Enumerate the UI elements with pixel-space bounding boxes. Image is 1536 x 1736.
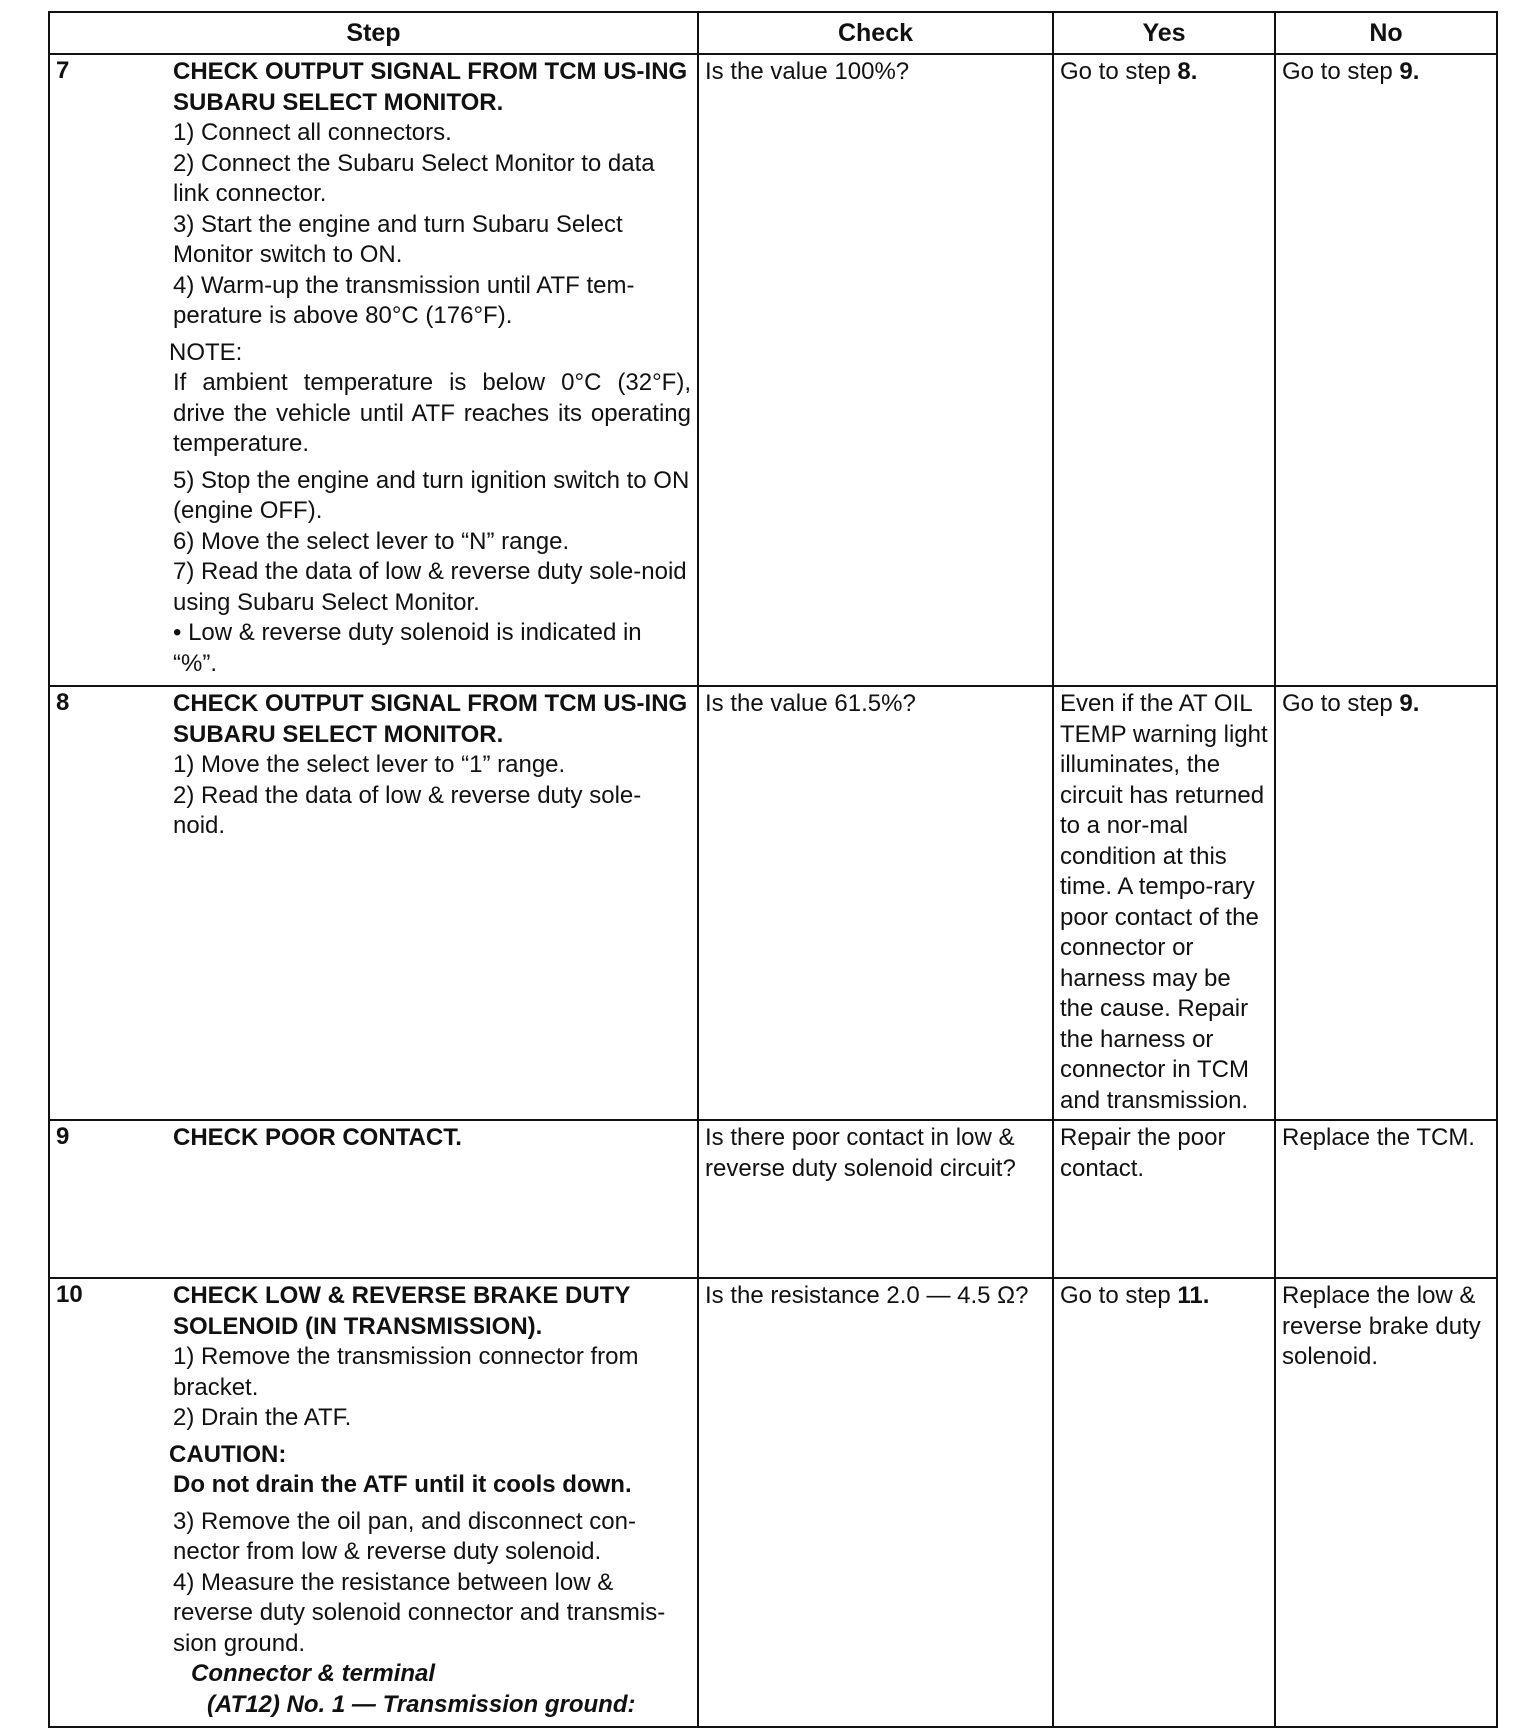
no-step-ref: 9. xyxy=(1399,690,1420,717)
no-text: Replace the low & reverse brake duty solenoid. xyxy=(1282,1282,1481,1370)
table-row xyxy=(49,1278,1497,1727)
no-cell xyxy=(1275,54,1497,686)
yes-cell xyxy=(1053,1120,1275,1278)
step-cell xyxy=(49,1278,698,1727)
step-title: CHECK OUTPUT SIGNAL FROM TCM US-ING SUBARU SELECT MONITOR. xyxy=(173,58,688,116)
step-line: 6) Move the select lever to “N” range. xyxy=(173,527,570,555)
step-line: 3) Remove the oil pan, and disconnect con-nector from low & reverse duty solenoid. xyxy=(173,1507,636,1565)
header-check: Check xyxy=(698,12,1053,54)
spec-label: Connector & terminal xyxy=(191,1660,436,1687)
step-line: 4) Warm-up the transmission until ATF tem-perature is above 80°C (176°F). xyxy=(173,271,635,329)
step-line: 2) Read the data of low & reverse duty sole-noid. xyxy=(173,781,642,839)
step-cell xyxy=(49,686,698,1120)
no-step-ref: 9. xyxy=(1399,58,1420,85)
step-cell xyxy=(49,1120,698,1278)
yes-text: Repair the poor contact. xyxy=(1060,1124,1226,1182)
diagnostic-table xyxy=(48,11,1498,1728)
step-line: 1) Move the select lever to “1” range. xyxy=(173,751,566,778)
check-cell xyxy=(698,686,1053,1120)
yes-step-ref: 11. xyxy=(1177,1282,1210,1309)
caution-label: CAUTION: xyxy=(169,1440,287,1468)
step-number: 7 xyxy=(56,57,70,84)
step-line: 7) Read the data of low & reverse duty sole-noid using Subaru Select Monitor. xyxy=(173,558,687,616)
no-cell xyxy=(1275,1278,1497,1727)
check-text: Is the value 61.5%? xyxy=(705,690,916,717)
step-number: 10 xyxy=(56,1281,83,1308)
yes-cell xyxy=(1053,686,1275,1120)
step-line: 5) Stop the engine and turn ignition switch to ON (engine OFF). xyxy=(173,466,690,524)
caution-text: Do not drain the ATF until it cools down. xyxy=(173,1471,632,1498)
step-title: CHECK OUTPUT SIGNAL FROM TCM US-ING SUBARU SELECT MONITOR. xyxy=(173,690,688,748)
step-line: 1) Remove the transmission connector from bracket. xyxy=(173,1343,639,1401)
yes-text: Go to step xyxy=(1060,58,1178,85)
step-title: CHECK POOR CONTACT. xyxy=(173,1124,462,1151)
table-row xyxy=(49,1120,1497,1278)
step-line: 2) Drain the ATF. xyxy=(173,1404,352,1431)
check-text: Is the resistance 2.0 — 4.5 Ω? xyxy=(705,1282,1029,1309)
step-number: 9 xyxy=(56,1123,70,1150)
step-cell xyxy=(49,54,698,686)
no-text: Go to step xyxy=(1282,690,1400,717)
yes-step-ref: 8. xyxy=(1177,58,1198,85)
step-line: 4) Measure the resistance between low & reverse duty solenoid connector and transmis-sion ground. xyxy=(173,1568,666,1657)
check-cell xyxy=(698,54,1053,686)
step-line: 3) Start the engine and turn Subaru Select Monitor switch to ON. xyxy=(173,210,623,268)
check-text: Is there poor contact in low & reverse duty solenoid circuit? xyxy=(705,1124,1016,1182)
yes-text: Go to step xyxy=(1060,1282,1178,1309)
no-text: Go to step xyxy=(1282,58,1400,85)
step-line: 2) Connect the Subaru Select Monitor to data link connector. xyxy=(173,149,655,207)
step-line: • Low & reverse duty solenoid is indicated in “%”. xyxy=(173,619,642,677)
no-cell xyxy=(1275,686,1497,1120)
table-row xyxy=(49,686,1497,1120)
header-yes: Yes xyxy=(1053,12,1275,54)
spec-value: (AT12) No. 1 — Transmission ground: xyxy=(207,1690,636,1718)
step-line: 1) Connect all connectors. xyxy=(173,119,452,146)
step-title: CHECK LOW & REVERSE BRAKE DUTY SOLENOID (IN TRANSMISSION). xyxy=(173,1282,630,1340)
yes-text: Even if the AT OIL TEMP warning light illuminates, the circuit has returned to a nor-mal condition at this time. A tempo-rary poor contact of the connector or harness may be the cause. Repair the harness or connector in TCM and transmission. xyxy=(1060,690,1268,1114)
check-cell xyxy=(698,1120,1053,1278)
no-text: Replace the TCM. xyxy=(1282,1124,1475,1151)
table-header-row xyxy=(49,12,1497,54)
header-step: Step xyxy=(49,12,698,54)
check-text: Is the value 100%? xyxy=(705,58,910,85)
no-cell xyxy=(1275,1120,1497,1278)
note-label: NOTE: xyxy=(169,338,243,366)
yes-cell xyxy=(1053,54,1275,686)
header-no: No xyxy=(1275,12,1497,54)
table-row xyxy=(49,54,1497,686)
yes-cell xyxy=(1053,1278,1275,1727)
check-cell xyxy=(698,1278,1053,1727)
step-number: 8 xyxy=(56,689,70,716)
note-text: If ambient temperature is below 0°C (32°F), drive the vehicle until ATF reaches its operating temperature. xyxy=(173,369,691,457)
